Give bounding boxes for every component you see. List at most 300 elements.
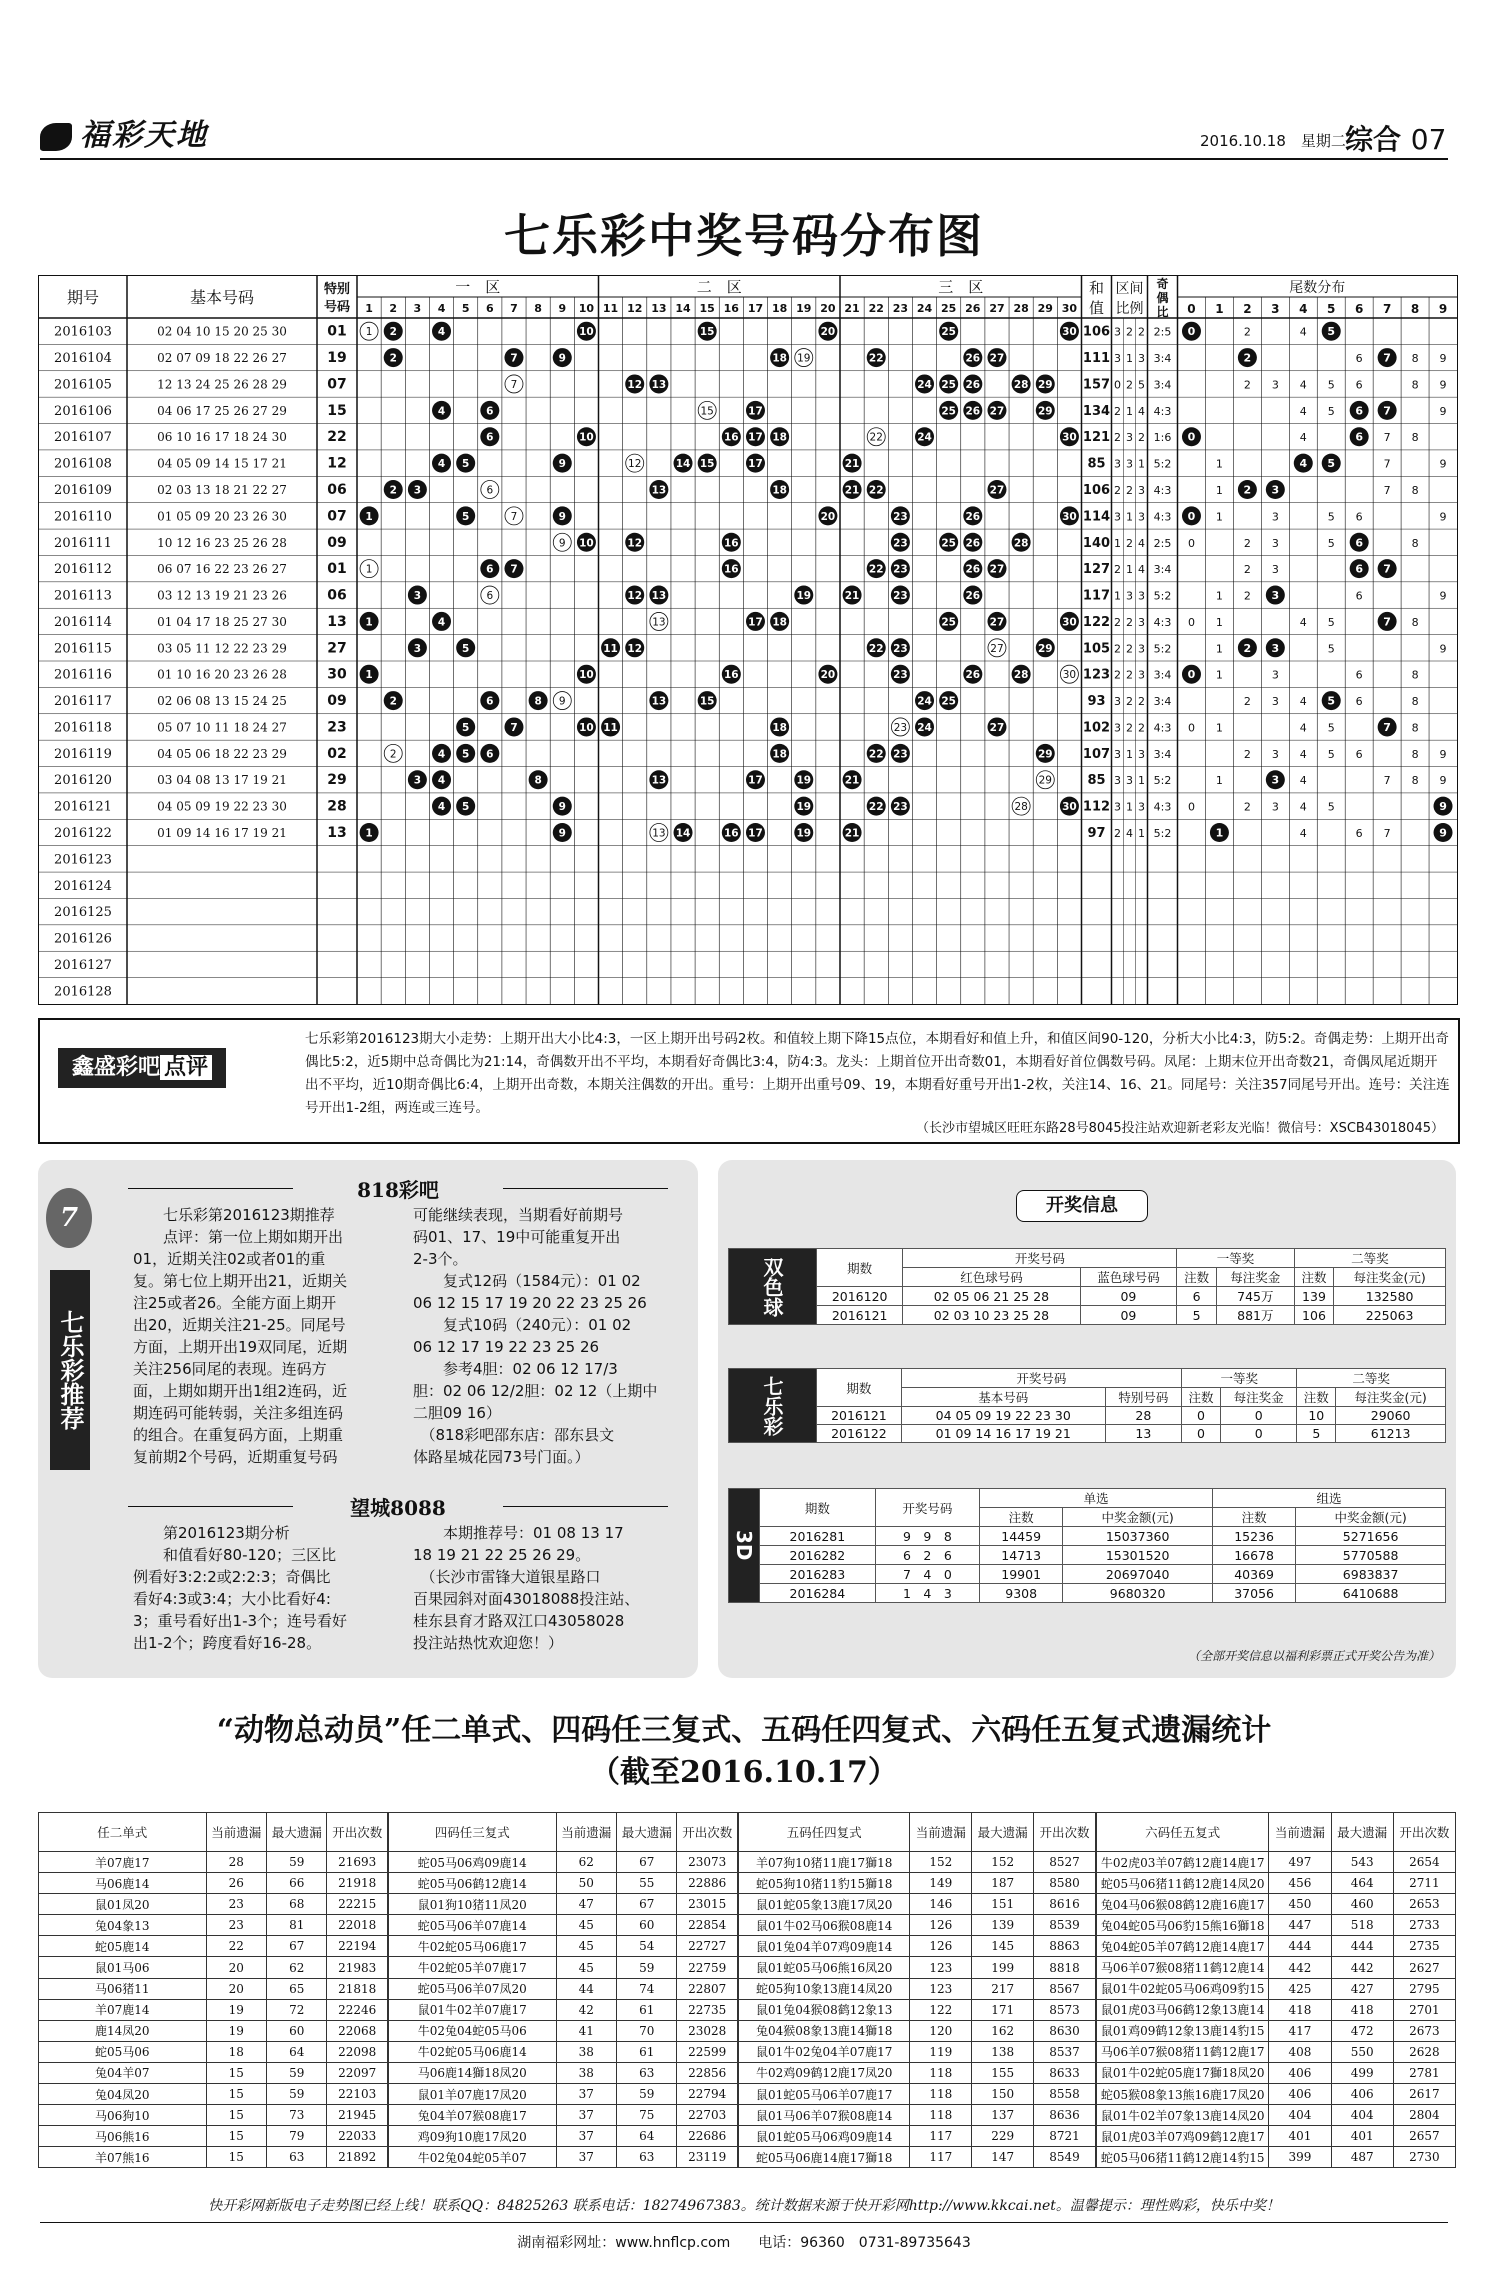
drawn-number-label: 14 <box>675 458 691 471</box>
tail-label: 4 <box>1299 431 1307 445</box>
table-row <box>1097 2041 1456 2062</box>
table-cell: 8558 <box>1034 2084 1096 2105</box>
ssq-table: 双色球 期数 开奖号码 一等奖 二等奖 红色球号码 蓝色球号码 注数 每注奖金 注数 每注奖金(元) 2016120 02 05 06 21 25 28 09 6 745万 139 132580 2016121 02 03 10 23 25 28 09 5 881万 106 225063 <box>728 1248 1446 1325</box>
table-cell: 187 <box>972 1873 1034 1894</box>
table-cell: 22018 <box>327 1915 388 1936</box>
drawn-number-label: 4 <box>437 748 446 761</box>
drawn-number-label: 16 <box>724 827 739 840</box>
period-cell: 2016128 <box>54 984 112 1000</box>
3d-results-table: 3D 期数 开奖号码 单选 组选 注数 中奖金额(元) 注数 中奖金额(元) 2016281 9 9 8 14459 15037360 15236 5271656 2016282 6 2 6 14713 15301520 16678 5770588 2016283 7 4 0 19901 20697040 40369 6983837 2016284 1 4 3 9308 9680320 37056 6410688 <box>728 1488 1446 1603</box>
basic-numbers-cell: 03 05 11 12 22 23 29 <box>157 641 287 656</box>
special-number-cell: 22 <box>327 429 347 446</box>
odd-even-cell: 3:4 <box>1153 668 1172 682</box>
drawn-number-label: 3 <box>413 590 422 603</box>
table-row <box>739 2105 1096 2126</box>
drawn-number-label: 13 <box>651 484 667 497</box>
tail-label: 7 <box>1383 827 1391 840</box>
drawn-number-label: 25 <box>941 695 956 708</box>
rec-line: （长沙市雷锋大道银星路口 <box>413 1568 601 1586</box>
table-row <box>739 2062 1096 2083</box>
table-cell: 牛02兔04蛇05马06 <box>389 2020 557 2041</box>
odd-even-cell: 4:3 <box>1153 800 1172 814</box>
basic-numbers-cell: 03 04 08 13 17 19 21 <box>157 773 287 788</box>
drawn-number-label: 26 <box>965 563 981 576</box>
zone-ratio-cell: 3 <box>1126 457 1133 471</box>
rule <box>128 1188 293 1189</box>
tail-label: 9 <box>1439 774 1447 788</box>
period-cell: 2016121 <box>54 799 112 815</box>
tail-label: 3 <box>1271 483 1280 497</box>
drawn-number-label: 15 <box>699 695 715 708</box>
sum-cell: 112 <box>1082 799 1111 815</box>
table-cell: 鼠01马06 <box>39 1957 207 1978</box>
period-cell: 2016106 <box>54 403 112 419</box>
zone-ratio-cell: 2 <box>1138 431 1145 445</box>
drawn-number-label: 10 <box>579 669 594 682</box>
table-cell: 鼠01虎03羊07鸡09鹤12鹿17 <box>1097 2126 1269 2147</box>
table-cell: 79 <box>267 2126 327 2147</box>
table-row: 2016120 02 05 06 21 25 28 09 6 745万 139 132580 <box>729 1287 1446 1306</box>
odd-even-cell: 5:2 <box>1153 457 1172 471</box>
page-title: 七乐彩中奖号码分布图 <box>504 209 984 263</box>
odd-even-cell: 4:3 <box>1153 615 1172 629</box>
table-cell: 马06熊16 <box>39 2126 207 2147</box>
table-cell: 2627 <box>1393 1957 1455 1978</box>
tail-label: 2 <box>1243 325 1251 339</box>
tail-label: 4 <box>1299 404 1307 418</box>
table-cell: 117 <box>910 2126 972 2147</box>
table-cell: 37 <box>556 2147 616 2168</box>
table-row <box>1097 1894 1456 1915</box>
special-number-cell: 19 <box>327 350 347 367</box>
table-row <box>1097 1873 1456 1894</box>
rec-line: 18 19 21 22 25 26 29。 <box>413 1546 591 1564</box>
col-period-header: 期号 <box>66 288 100 307</box>
special-number-cell: 09 <box>327 693 347 710</box>
table-cell: 牛02蛇05马06鹿14 <box>389 2041 557 2062</box>
table-row <box>389 1915 738 1936</box>
drawn-number-label: 30 <box>1062 326 1077 339</box>
odd-even-cell: 4:3 <box>1153 404 1172 418</box>
drawn-number-label: 8 <box>534 695 542 708</box>
table-cell: 蛇05马06鹿14鹿17獅18 <box>739 2147 910 2168</box>
table-cell: 兔04象13 <box>39 1915 207 1936</box>
table-cell: 22759 <box>677 1957 738 1978</box>
tail-label: 5 <box>1327 404 1335 418</box>
tail-label: 3 <box>1271 563 1279 577</box>
zone-ratio-cell: 3 <box>1138 800 1145 814</box>
table-cell: 8636 <box>1034 2105 1096 2126</box>
drawn-number-label: 10 <box>579 326 594 339</box>
special-number-label: 28 <box>1014 801 1028 814</box>
zone-ratio-cell: 3 <box>1126 431 1133 445</box>
table-cell: 鼠01羊07鹿17凤20 <box>389 2084 557 2105</box>
tail-digit-header: 0 <box>1187 302 1196 316</box>
table-cell: 22599 <box>677 2041 738 2062</box>
table-cell: 马06猪11 <box>39 1978 207 1999</box>
tail-label: 1 <box>1215 668 1223 682</box>
table-row <box>39 2126 388 2147</box>
table-cell: 126 <box>910 1936 972 1957</box>
col-oe-header: 偶 <box>1156 291 1169 305</box>
number-header: 1 <box>365 302 373 315</box>
table-cell: 23073 <box>677 1852 738 1873</box>
tail-label: 6 <box>1355 510 1363 524</box>
drawn-number-label: 22 <box>868 352 884 365</box>
drawn-number-label: 3 <box>413 774 422 787</box>
table-row <box>389 2062 738 2083</box>
drawn-number-label: 26 <box>965 537 981 550</box>
table-cell: 70 <box>617 2020 677 2041</box>
drawn-number-label: 6 <box>486 431 494 444</box>
table-cell: 119 <box>910 2041 972 2062</box>
table-cell: 兔04猴08象13鹿14獅18 <box>739 2020 910 2041</box>
period-cell: 2016109 <box>54 483 112 498</box>
drawn-number-label: 3 <box>413 642 422 655</box>
table-cell: 45 <box>556 1915 616 1936</box>
tail-label: 3 <box>1271 695 1279 709</box>
rec-line: 3；重号看好出1-3个；连号看好 <box>133 1612 348 1630</box>
table-cell: 22033 <box>327 2126 388 2147</box>
tail-label: 6 <box>1355 430 1364 444</box>
table-row <box>1097 1852 1456 1873</box>
table-cell: 63 <box>267 2147 327 2168</box>
number-header: 16 <box>723 302 739 315</box>
zone-ratio-cell: 1 <box>1114 536 1121 550</box>
drawn-number-label: 1 <box>365 669 373 682</box>
number-header: 12 <box>627 302 643 315</box>
drawn-number-label: 18 <box>772 484 787 497</box>
basic-numbers-cell: 02 03 13 18 21 22 27 <box>157 483 287 497</box>
special-number-label: 30 <box>1062 669 1077 682</box>
tail-label: 0 <box>1187 325 1196 339</box>
table-row <box>39 1936 388 1957</box>
table-cell: 鼠01牛02羊07鹿17 <box>389 1999 557 2020</box>
drawn-number-label: 7 <box>510 352 518 365</box>
section-818-title: 818彩吧 <box>357 1178 439 1202</box>
table-cell: 鼠01蛇05马06熊16凤20 <box>739 1957 910 1978</box>
zone-ratio-cell: 1 <box>1126 510 1133 524</box>
table-cell: 60 <box>617 1915 677 1936</box>
table-cell: 15 <box>206 2126 266 2147</box>
table-cell: 21918 <box>327 1873 388 1894</box>
tail-label: 5 <box>1327 536 1335 550</box>
zone-ratio-cell: 3 <box>1114 457 1121 471</box>
expert-comment <box>38 1018 1460 1144</box>
zone-ratio-cell: 2 <box>1126 484 1133 497</box>
table-cell: 羊07鹿14 <box>39 1999 207 2020</box>
table-cell: 406 <box>1269 2062 1331 2083</box>
table-row <box>39 1957 388 1978</box>
sum-cell: 93 <box>1087 694 1106 710</box>
number-header: 4 <box>437 302 446 315</box>
table-cell: 马06羊07猴08猪11鹤12鹿17 <box>1097 2041 1269 2062</box>
table-row <box>389 1936 738 1957</box>
col-oe-header: 比 <box>1156 305 1169 319</box>
number-header: 9 <box>558 302 567 315</box>
tail-label: 2 <box>1243 800 1251 814</box>
table-row <box>39 1999 388 2020</box>
table-cell: 26 <box>206 1873 266 1894</box>
table-cell: 鼠01牛02蛇05鹿17獅18凤20 <box>1097 2062 1269 2083</box>
number-header: 21 <box>844 302 860 315</box>
drawn-number-label: 6 <box>486 563 494 576</box>
table-cell: 2701 <box>1393 1999 1455 2020</box>
table-cell: 118 <box>910 2062 972 2083</box>
table-cell: 425 <box>1269 1978 1331 1999</box>
tail-label: 9 <box>1439 800 1447 814</box>
table-cell: 442 <box>1269 1957 1331 1978</box>
number-header: 18 <box>771 302 788 315</box>
table-cell: 8573 <box>1034 1999 1096 2020</box>
tail-label: 9 <box>1439 510 1447 524</box>
table-cell: 22856 <box>677 2062 738 2083</box>
table-cell: 兔04马06猴08鹤12鹿16鹿17 <box>1097 1894 1269 1915</box>
tail-label: 0 <box>1187 721 1195 735</box>
rec-line: 06 12 15 17 19 20 22 23 25 26 <box>413 1294 647 1312</box>
special-number-label: 15 <box>700 405 714 418</box>
tail-label: 6 <box>1355 404 1364 418</box>
drawn-number-label: 9 <box>558 827 566 840</box>
number-header: 3 <box>413 302 422 315</box>
table-cell: 60 <box>267 2020 327 2041</box>
table-cell: 2733 <box>1393 1915 1455 1936</box>
table-cell: 8721 <box>1034 2126 1096 2147</box>
table-cell: 401 <box>1269 2126 1331 2147</box>
tail-label: 5 <box>1327 721 1335 735</box>
tail-label: 5 <box>1327 325 1336 339</box>
drawn-number-label: 4 <box>437 774 446 787</box>
table-cell: 123 <box>910 1957 972 1978</box>
odd-even-cell: 1:6 <box>1153 431 1172 445</box>
table-cell: 518 <box>1331 1915 1393 1936</box>
sum-cell: 111 <box>1082 351 1111 367</box>
rec-line: 例看好3:2:2或2:2:3；奇偶比 <box>133 1568 331 1586</box>
number-header: 14 <box>675 302 691 315</box>
sum-cell: 85 <box>1087 773 1106 789</box>
table-row <box>39 1915 388 1936</box>
period-cell: 2016110 <box>54 509 112 525</box>
table-cell: 22794 <box>677 2084 738 2105</box>
drawn-number-label: 22 <box>868 642 884 655</box>
table-cell: 139 <box>972 1915 1034 1936</box>
table-cell: 羊07鹿17 <box>39 1852 207 1873</box>
zone-ratio-cell: 2 <box>1114 563 1121 577</box>
period-cell: 2016126 <box>54 931 112 947</box>
table-cell: 417 <box>1269 2020 1331 2041</box>
tail-label: 8 <box>1411 774 1419 788</box>
special-number-cell: 13 <box>327 825 347 841</box>
qlc-label: 七乐彩 <box>729 1369 817 1443</box>
period-cell: 2016104 <box>54 351 112 367</box>
table-cell: 鼠01牛02兔04羊07鹿17 <box>739 2041 910 2062</box>
table-row <box>39 1978 388 1999</box>
tail-label: 0 <box>1187 509 1196 523</box>
table-cell: 487 <box>1331 2147 1393 2168</box>
zone-ratio-cell: 3 <box>1138 352 1145 366</box>
drawn-number-label: 29 <box>1037 642 1053 655</box>
table-row <box>739 2020 1096 2041</box>
table-cell: 牛02虎03羊07鹤12鹿14鹿17 <box>1097 1852 1269 1873</box>
table-cell: 15 <box>206 2084 266 2105</box>
table-cell: 145 <box>972 1936 1034 1957</box>
table-cell: 2653 <box>1393 1894 1455 1915</box>
table-cell: 鼠01牛02蛇05马06鸡09豹15 <box>1097 1978 1269 1999</box>
table-cell: 406 <box>1331 2084 1393 2105</box>
zone-ratio-cell: 2 <box>1114 484 1121 497</box>
table-cell: 47 <box>556 1894 616 1915</box>
tail-label: 4 <box>1299 721 1307 735</box>
special-number-label: 9 <box>558 695 566 708</box>
table-cell: 22194 <box>327 1936 388 1957</box>
tail-label: 5 <box>1327 747 1335 761</box>
comment-badge: 鑫盛彩吧 点评 <box>58 1048 226 1088</box>
tail-label: 8 <box>1411 695 1419 709</box>
zone-header: 二 区 <box>696 278 742 296</box>
number-header: 30 <box>1061 302 1078 315</box>
table-cell: 鼠01马06羊07猴08鹿14 <box>739 2105 910 2126</box>
tail-label: 4 <box>1299 457 1308 471</box>
col-special-header: 特别 <box>323 282 351 297</box>
table-row: 2016282 6 2 6 14713 15301520 16678 5770588 <box>729 1546 1446 1565</box>
special-number-label: 29 <box>1038 774 1052 787</box>
tail-label: 0 <box>1187 615 1195 629</box>
table-cell: 122 <box>910 1999 972 2020</box>
section-8088-left <box>133 1522 403 1654</box>
drawn-number-label: 20 <box>820 326 836 339</box>
drawn-number-label: 16 <box>724 431 739 444</box>
table-cell: 兔04蛇05羊07鹤12鹿14鹿17 <box>1097 1936 1269 1957</box>
drawn-number-label: 2 <box>389 352 397 365</box>
table-cell: 8633 <box>1034 2062 1096 2083</box>
number-header: 17 <box>747 302 764 315</box>
table-cell: 8539 <box>1034 1915 1096 1936</box>
table-cell: 23119 <box>677 2147 738 2168</box>
basic-numbers-cell: 04 05 09 14 15 17 21 <box>157 456 287 471</box>
drawn-number-label: 5 <box>462 510 470 523</box>
drawn-number-label: 23 <box>893 669 908 682</box>
special-number-cell: 13 <box>327 613 347 630</box>
table-row: 2016121 02 03 10 23 25 28 09 5 881万 106 225063 <box>729 1306 1446 1325</box>
zone-ratio-cell: 2 <box>1126 668 1133 682</box>
drawn-number-label: 5 <box>462 458 470 471</box>
stats-col-name: 任二单式 <box>39 1813 207 1852</box>
table-row <box>389 2020 738 2041</box>
col-sum-header: 值 <box>1088 299 1105 317</box>
rec-line: 二胆09 16） <box>413 1404 501 1422</box>
table-cell: 444 <box>1269 1936 1331 1957</box>
tail-label: 1 <box>1215 721 1223 735</box>
table-row: 2016283 7 4 0 19901 20697040 40369 6983837 <box>729 1565 1446 1584</box>
table-cell: 蛇05马06羊07凤20 <box>389 1978 557 1999</box>
tail-label: 1 <box>1215 774 1223 788</box>
table-cell: 22703 <box>677 2105 738 2126</box>
drawn-number-label: 5 <box>462 748 470 761</box>
table-cell: 15 <box>206 2147 266 2168</box>
table-cell: 427 <box>1331 1978 1393 1999</box>
table-cell: 59 <box>267 2084 327 2105</box>
tail-label: 3 <box>1271 589 1280 603</box>
section-label: 综合 07 <box>1345 123 1447 156</box>
drawn-number-label: 24 <box>917 378 932 391</box>
table-cell: 鼠01牛02马06猴08鹿14 <box>739 1915 910 1936</box>
basic-numbers-cell: 01 05 09 20 23 26 30 <box>157 509 287 524</box>
tail-digit-header: 8 <box>1410 302 1420 316</box>
table-cell: 23 <box>206 1894 266 1915</box>
zone-ratio-cell: 2 <box>1138 695 1145 709</box>
table-cell: 蛇05猴08象13熊16鹿17凤20 <box>1097 2084 1269 2105</box>
table-cell: 118 <box>910 2105 972 2126</box>
rec-line: 点评：第一位上期如期开出 <box>133 1228 344 1246</box>
rec-line: 出1-2个；跨度看好16-28。 <box>133 1634 322 1652</box>
tail-label: 7 <box>1383 615 1391 629</box>
table-cell: 38 <box>556 2062 616 2083</box>
rec-line: 码01、17、19中可能重复开出 <box>413 1228 621 1246</box>
header-rule <box>40 158 1448 160</box>
sum-cell: 102 <box>1082 720 1111 736</box>
special-number-label: 19 <box>797 352 811 365</box>
period-cell: 2016113 <box>54 588 112 604</box>
table-row <box>739 1915 1096 1936</box>
rec-line: 本期推荐号：01 08 13 17 <box>413 1524 624 1542</box>
tail-label: 6 <box>1355 536 1364 550</box>
drawn-number-label: 6 <box>486 405 494 418</box>
rec-line: 七乐彩第2016123期推荐 <box>133 1206 335 1224</box>
odd-even-cell: 4:3 <box>1153 484 1172 497</box>
drawn-number-label: 7 <box>510 721 518 734</box>
basic-numbers-cell: 10 12 16 23 25 26 28 <box>157 535 287 550</box>
rule <box>128 1506 293 1507</box>
rec-line: 参考4胆：02 06 12 17/3 <box>413 1360 618 1378</box>
tail-label: 3 <box>1271 747 1279 761</box>
results-footer: （全部开奖信息以福利彩票正式开奖公告为准） <box>1187 1649 1440 1663</box>
drawn-number-label: 4 <box>437 405 446 418</box>
drawn-number-label: 20 <box>820 669 836 682</box>
rec-line: 投注站热忱欢迎您！） <box>413 1634 564 1652</box>
tail-label: 7 <box>1383 457 1391 471</box>
tail-label: 8 <box>1411 747 1419 761</box>
table-cell: 162 <box>972 2020 1034 2041</box>
drawn-number-label: 22 <box>868 563 884 576</box>
special-number-cell: 07 <box>327 508 347 525</box>
drawn-number-label: 15 <box>699 326 715 339</box>
tail-label: 4 <box>1299 325 1307 339</box>
drawn-number-label: 9 <box>558 510 566 523</box>
table-cell: 20 <box>206 1978 266 1999</box>
drawn-number-label: 29 <box>1037 405 1053 418</box>
table-cell: 8580 <box>1034 1873 1096 1894</box>
table-cell: 171 <box>972 1999 1034 2020</box>
odd-even-cell: 4:3 <box>1153 510 1172 524</box>
drawn-number-label: 30 <box>1062 510 1077 523</box>
number-header: 13 <box>651 302 667 315</box>
tail-label: 5 <box>1327 378 1335 392</box>
special-number-label: 13 <box>652 616 666 629</box>
logo-text: 福彩天地 <box>80 118 208 153</box>
drawn-number-label: 2 <box>389 326 397 339</box>
drawn-number-label: 12 <box>627 378 643 391</box>
rule <box>503 1506 668 1507</box>
basic-numbers-cell: 06 10 16 17 18 24 30 <box>157 430 287 445</box>
drawn-number-label: 2 <box>389 695 397 708</box>
table-cell: 蛇05马06猪11鹤12鹿14凤20 <box>1097 1873 1269 1894</box>
drawn-number-label: 27 <box>989 563 1005 576</box>
tail-label: 1 <box>1215 826 1224 840</box>
period-cell: 2016125 <box>54 905 112 921</box>
table-row <box>739 1999 1096 2020</box>
special-number-cell: 01 <box>327 323 347 340</box>
table-cell: 138 <box>972 2041 1034 2062</box>
